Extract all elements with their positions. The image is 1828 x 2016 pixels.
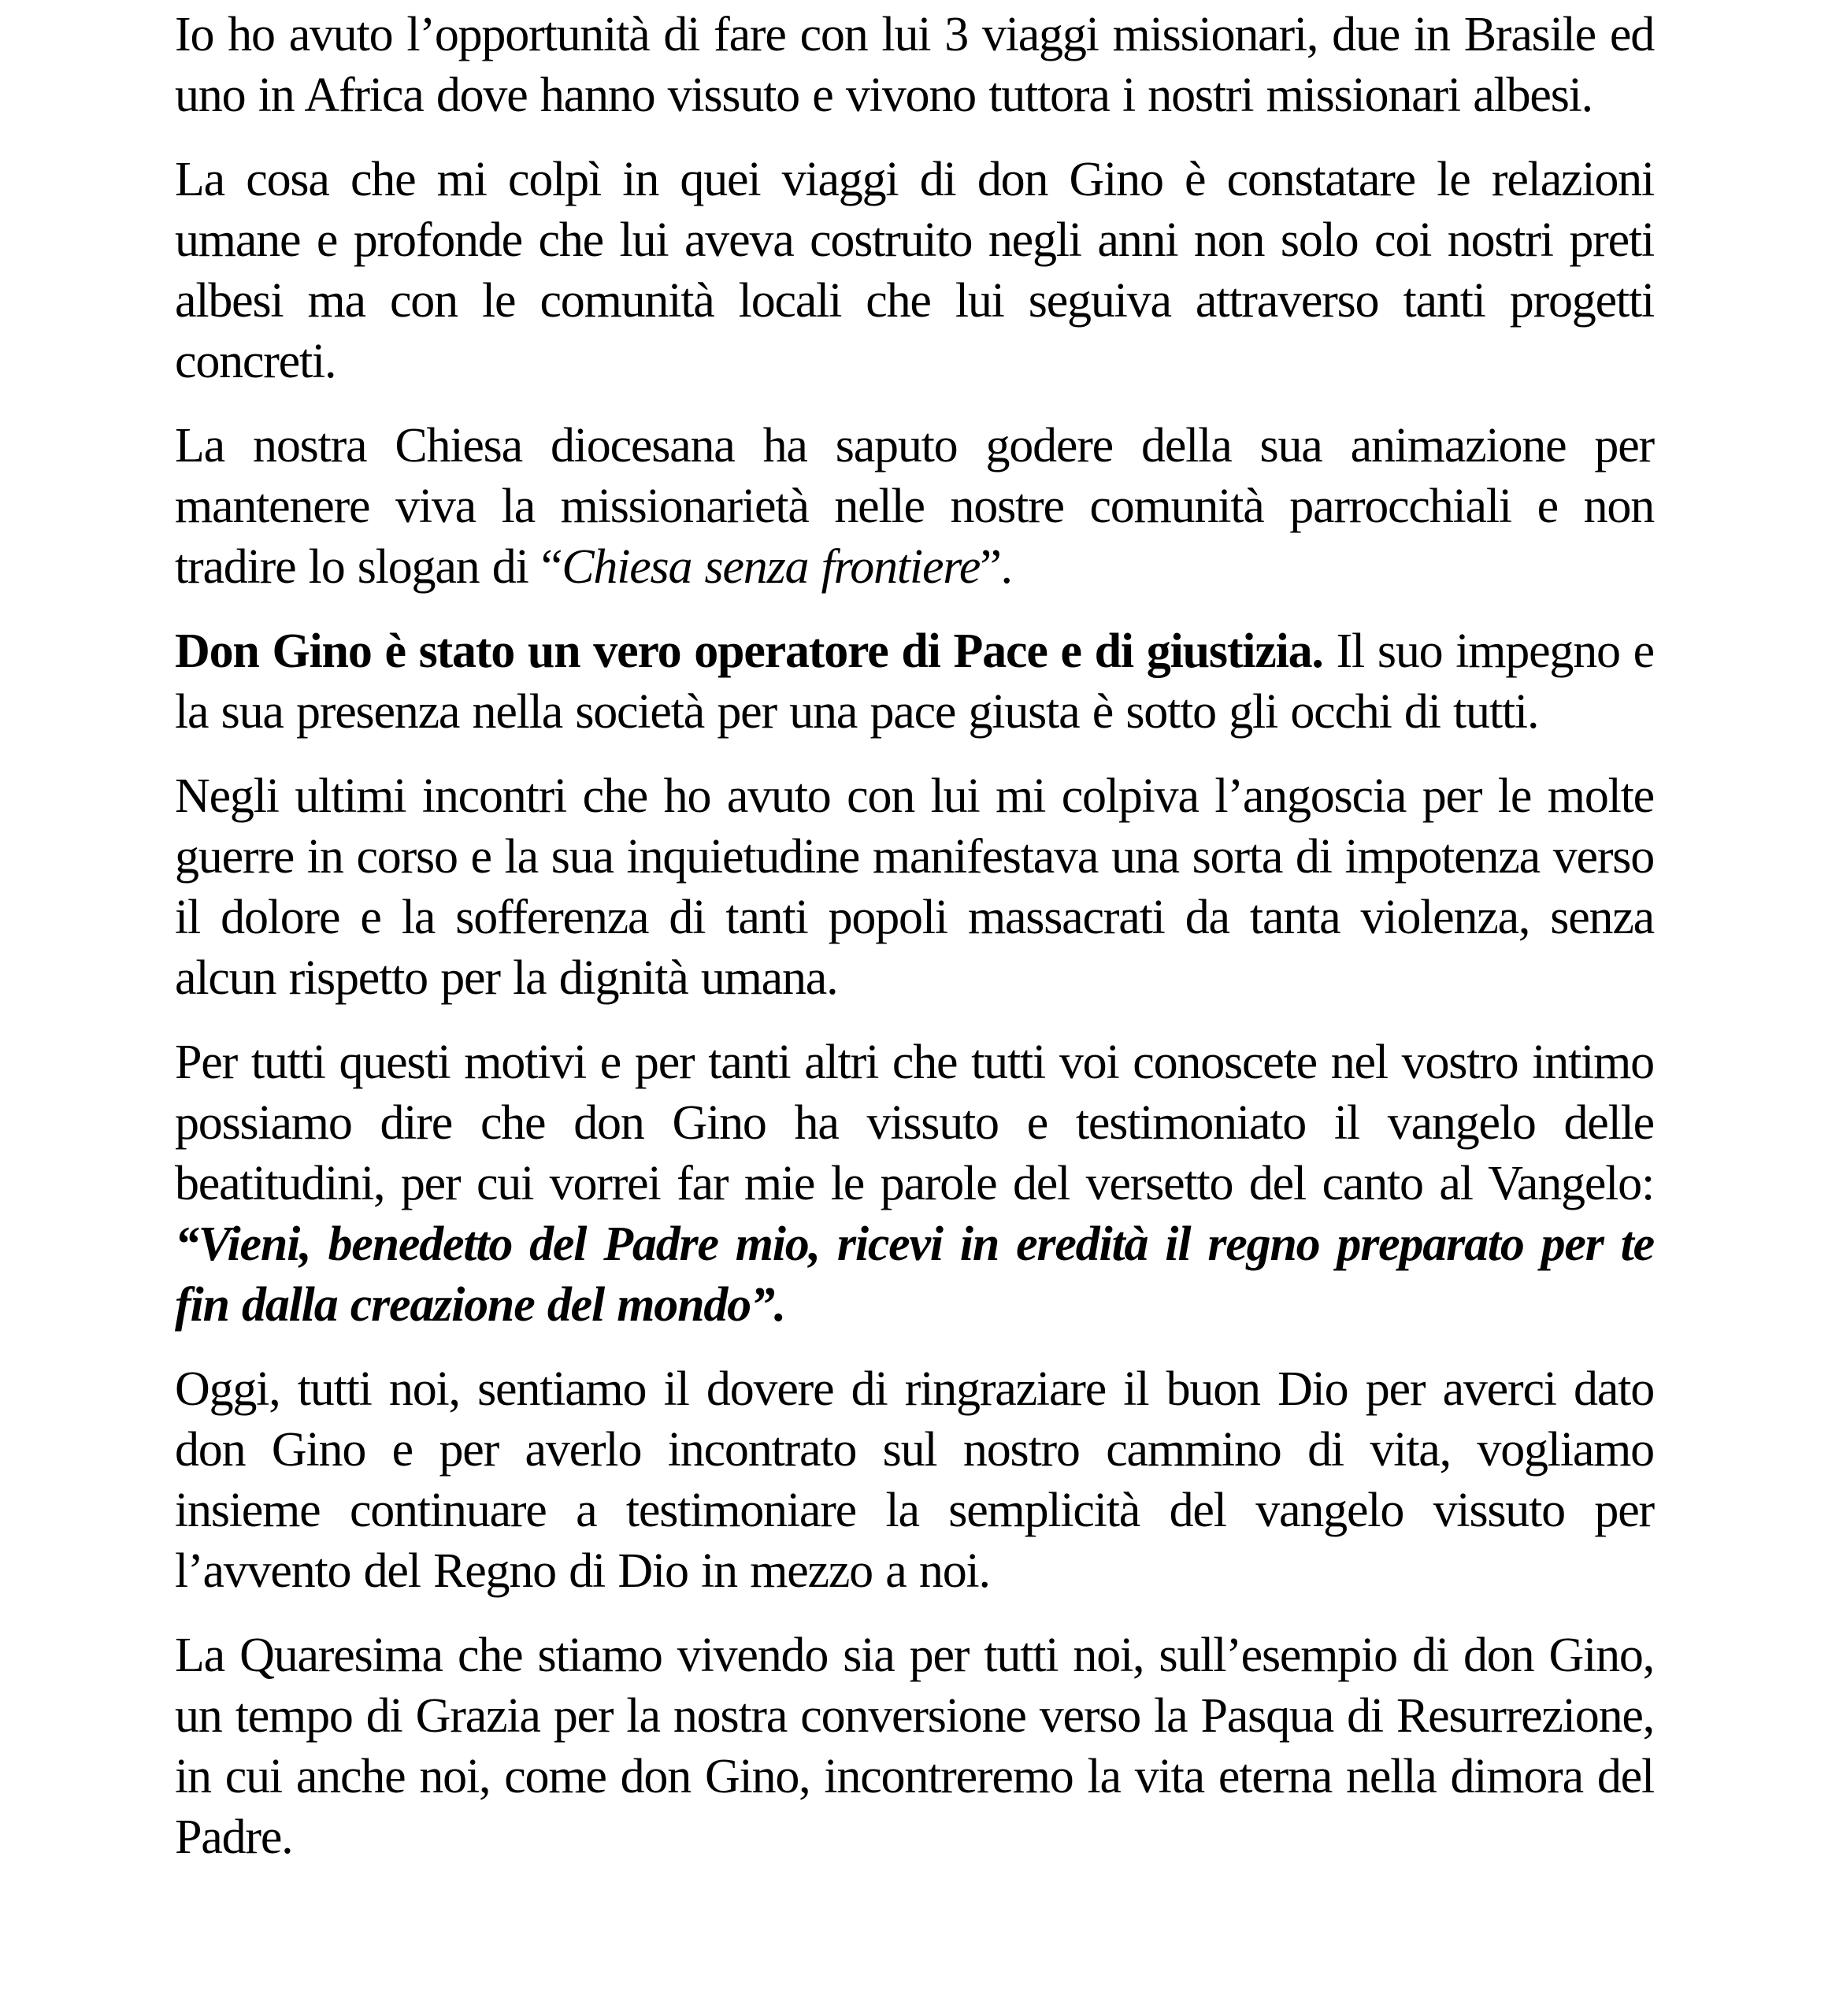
paragraph-text: ”.	[980, 540, 1012, 594]
bold-statement: Don Gino è stato un vero operatore di Pace e di giustizia.	[175, 624, 1323, 678]
slogan-italic: Chiesa senza frontiere	[562, 540, 981, 594]
paragraph-human-relations: La cosa che mi colpì in quei viaggi di don Gino è constatare le relazioni umane e profonde che lui aveva costruito negli anni non solo coi nostri preti albesi ma con le comunità locali che lui seguiva attraverso tanti progetti concreti.	[175, 153, 1654, 388]
document-page	[175, 5, 1654, 1892]
paragraph-missionary-trips: Io ho avuto l’opportunità di fare con lui 3 viaggi missionari, due in Brasile ed uno in Africa dove hanno vissuto e vivono tuttora i nostri missionari albesi.	[175, 8, 1654, 122]
paragraph-text: Per tutti questi motivi e per tanti altri che tutti voi conoscete nel vostro intimo possiamo dire che don Gino ha vissuto e testimoniato il vangelo delle beatitudini, per cui vorrei far mie le parole del versetto del canto al Vangelo:	[175, 1036, 1654, 1210]
paragraph-text: Il suo impegno e la sua presenza nella società per una pace giusta è sotto gli occhi di tutti.	[175, 624, 1654, 739]
paragraph-diocesan-church	[175, 416, 1654, 598]
paragraph-last-meetings: Negli ultimi incontri che ho avuto con lui mi colpiva l’angoscia per le molte guerre in corso e la sua inquietudine manifestava una sorta di impotenza verso il dolore e la sofferenza di tanti popoli massacrati da tanta violenza, senza alcun rispetto per la dignità umana.	[175, 769, 1654, 1005]
paragraph-text: La nostra Chiesa diocesana ha saputo godere della sua animazione per mantenere viva la missionarietà nelle nostre comunità parrocchiali e non tradire lo slogan di “	[175, 419, 1654, 594]
paragraph-beatitudes	[175, 1032, 1654, 1336]
gospel-quote: “Vieni, benedetto del Padre mio, ricevi in eredità il regno preparato per te fin dalla creazione del mondo”.	[175, 1217, 1654, 1332]
paragraph-peace-justice	[175, 621, 1654, 743]
paragraph-lent: La Quaresima che stiamo vivendo sia per tutti noi, sull’esempio di don Gino, un tempo di Grazia per la nostra conversione verso la Pasqua di Resurrezione, in cui anche noi, come don Gino, incontreremo la vita eterna nella dimora del Padre.	[175, 1629, 1654, 1864]
paragraph-gratitude: Oggi, tutti noi, sentiamo il dovere di ringraziare il buon Dio per averci dato don Gino e per averlo incontrato sul nostro cammino di vita, vogliamo insieme continuare a testimoniare la semplicità del vangelo vissuto per l’avvento del Regno di Dio in mezzo a noi.	[175, 1362, 1654, 1598]
